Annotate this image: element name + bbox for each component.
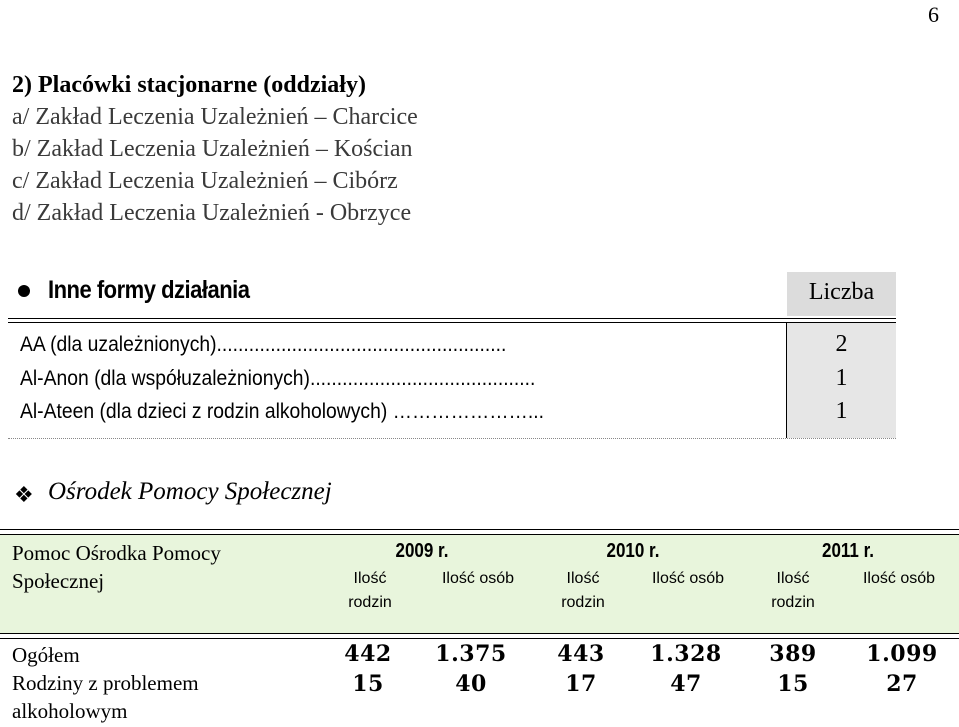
ops-table: [0, 529, 959, 727]
table-cell: 15: [352, 671, 384, 697]
sub-header-persons: Ilość osób: [651, 570, 725, 587]
sub-header-families: Ilość rodzin: [348, 570, 392, 611]
table-cell: 389: [769, 641, 817, 667]
ops-table-header: [0, 535, 959, 633]
year-header: 2011 r.: [821, 539, 874, 562]
table-cell: 15: [777, 671, 809, 697]
table-cell: 443: [557, 641, 605, 667]
table-cell: 1.099: [866, 641, 938, 667]
ops-title: Ośrodek Pomocy Społecznej: [48, 478, 332, 505]
other-forms-title: Inne formy działania: [48, 275, 250, 304]
table-cell: 442: [344, 641, 392, 667]
year-header: 2009 r.: [395, 539, 449, 562]
section-title: 2) Placówki stacjonarne (oddziały): [12, 72, 366, 98]
facility-item: c/ Zakład Leczenia Uzależnień – Cibórz: [12, 168, 398, 194]
sub-header-families: Ilość rodzin: [561, 570, 605, 611]
table-row-label: Al-Ateen (dla dzieci z rodzin alkoholowych) …………………...: [20, 400, 544, 423]
table-cell: 27: [886, 671, 918, 697]
other-forms-table: [8, 323, 896, 438]
table-bottom-border: [8, 438, 896, 439]
table-cell: 17: [565, 671, 597, 697]
facility-item: d/ Zakład Leczenia Uzależnień - Obrzyce: [12, 200, 412, 226]
row-label: alkoholowym: [12, 699, 128, 723]
table-row-value: 1: [835, 398, 848, 424]
header-label: Pomoc Ośrodka Pomocy: [12, 541, 221, 565]
row-label: Rodziny z problemem: [12, 671, 199, 695]
facility-item: b/ Zakład Leczenia Uzależnień – Kościan: [12, 136, 413, 162]
sub-header-persons: Ilość osób: [862, 570, 936, 587]
table-cell: 47: [670, 671, 702, 697]
header-label: Społecznej: [12, 569, 105, 593]
table-row-label: AA (dla uzależnionych)......................................................: [20, 333, 507, 356]
facility-item: a/ Zakład Leczenia Uzależnień – Charcice: [12, 104, 418, 130]
sub-header-families: Ilość rodzin: [771, 570, 815, 611]
diamond-bullet-icon: ❖: [14, 482, 34, 507]
count-header: Liczba: [787, 272, 896, 316]
table-row-value: 2: [835, 331, 848, 357]
table-row-label: Al-Anon (dla współuzależnionych)..........................................: [20, 367, 536, 390]
table-cell: 1.375: [435, 641, 507, 667]
table-cell: 1.328: [650, 641, 722, 667]
table-cell: 40: [455, 671, 487, 697]
other-forms-header: [8, 272, 896, 316]
row-label: Ogółem: [12, 643, 80, 667]
sub-header-persons: Ilość osób: [441, 570, 515, 587]
table-row-value: 1: [835, 365, 848, 391]
page-number: 6: [928, 2, 939, 27]
year-header: 2010 r.: [606, 539, 660, 562]
bullet-icon: [18, 285, 30, 297]
ops-table-body: [0, 639, 959, 727]
